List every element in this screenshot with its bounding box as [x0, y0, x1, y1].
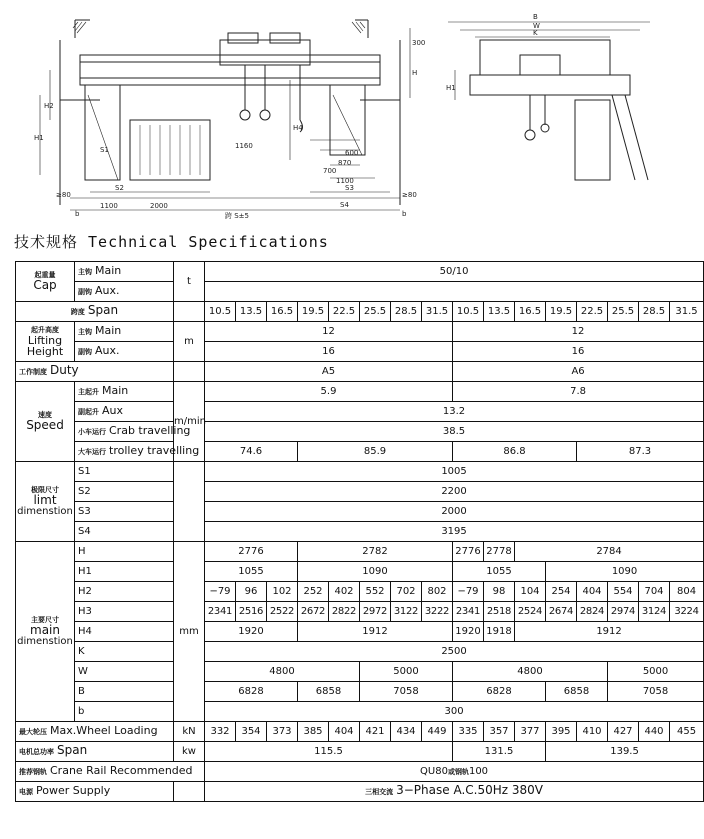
span-value: 31.5	[422, 302, 453, 322]
span-value: 22.5	[577, 302, 608, 322]
crane-drawings	[0, 0, 702, 225]
specification-table-wrap	[15, 261, 699, 802]
wheel-load-value: 385	[298, 722, 329, 742]
row-wheel: 最大轮压 Max.Wheel Loading kN 332 354 373 385 404 421 434 449 335 357 377 395 410 427 440 455	[16, 722, 704, 742]
wheel-load-value: 410	[577, 722, 608, 742]
label-300: 300	[412, 39, 426, 47]
span-value: 28.5	[391, 302, 422, 322]
label-H: H	[412, 69, 418, 77]
wheel-load-value: 332	[205, 722, 236, 742]
wheel-load-value: 395	[546, 722, 577, 742]
wheel-load-value: 404	[329, 722, 360, 742]
h2-value: 98	[484, 582, 515, 602]
h2-value: 254	[546, 582, 577, 602]
speed-label: 速度 Speed	[16, 382, 75, 462]
row-speed-crab: 小车运行 Crab travelling 38.5	[16, 422, 704, 442]
h2-value: 252	[298, 582, 329, 602]
row-B: B 6828 6858 7058 6828 6858 7058	[16, 682, 704, 702]
label-1100c: 1100	[336, 177, 354, 185]
h3-value: 2524	[515, 602, 546, 622]
h3-value: 3222	[422, 602, 453, 622]
span-value: 25.5	[360, 302, 391, 322]
label-600: 600	[345, 149, 359, 157]
h3-value: 2822	[329, 602, 360, 622]
h3-value: 2516	[236, 602, 267, 622]
h3-value: 3122	[391, 602, 422, 622]
h2-value: 702	[391, 582, 422, 602]
row-K: K 2500	[16, 642, 704, 662]
wheel-load-value: 335	[453, 722, 484, 742]
h3-value: 2672	[298, 602, 329, 622]
main-dim-label: 主要尺寸 main dimenstion	[16, 542, 75, 722]
wheel-load-value: 455	[670, 722, 704, 742]
label-W: W	[533, 22, 540, 30]
row-cap-main: 起重量 Cap 主钩 Main t 50/10	[16, 262, 704, 282]
span-value: 13.5	[236, 302, 267, 322]
span-value: 19.5	[298, 302, 329, 322]
row-rail: 推荐钢轨 Crane Rail Recommended QU80或钢轨100	[16, 762, 704, 782]
label-H1-side: H1	[446, 84, 456, 92]
h2-value: 552	[360, 582, 391, 602]
h3-value: 2674	[546, 602, 577, 622]
label-1100: 1100	[100, 202, 118, 210]
label-S1: S1	[100, 146, 109, 154]
h2-value: 102	[267, 582, 298, 602]
label-80-left: ≥80	[56, 191, 71, 199]
side-elevation-drawing	[448, 22, 650, 180]
h2-value: 402	[329, 582, 360, 602]
label-80-right: ≥80	[402, 191, 417, 199]
label-2000: 2000	[150, 202, 168, 210]
span-value: 10.5	[205, 302, 236, 322]
span-value: 25.5	[608, 302, 639, 322]
label-B: B	[533, 13, 538, 21]
limit-label: 极限尺寸 limt dimenstion	[16, 462, 75, 542]
h2-value: −79	[205, 582, 236, 602]
label-1160: 1160	[235, 142, 253, 150]
front-elevation-drawing	[40, 20, 410, 210]
h3-value: 2974	[608, 602, 639, 622]
row-S2: S2 2200	[16, 482, 704, 502]
row-S1: 极限尺寸 limt dimenstion S1 1005	[16, 462, 704, 482]
label-b-right: b	[402, 210, 407, 218]
row-motor: 电机总功率 Span kw 115.5 131.5 139.5	[16, 742, 704, 762]
row-cap-aux: 副钩 Aux.	[16, 282, 704, 302]
h3-value: 2341	[453, 602, 484, 622]
label-S3: S3	[345, 184, 354, 192]
h2-value: 704	[639, 582, 670, 602]
h3-value: 2824	[577, 602, 608, 622]
span-value: 16.5	[515, 302, 546, 322]
h3-value: 2518	[484, 602, 515, 622]
span-value: 28.5	[639, 302, 670, 322]
wheel-load-value: 377	[515, 722, 546, 742]
h3-value: 3124	[639, 602, 670, 622]
span-value: 10.5	[453, 302, 484, 322]
span-value: 22.5	[329, 302, 360, 322]
row-H4: H4 1920 1912 1920 1918 1912	[16, 622, 704, 642]
lift-label: 起升高度 Lifting Height	[16, 322, 75, 362]
unit-t: t	[174, 262, 205, 302]
h2-value: 104	[515, 582, 546, 602]
cap-value: 50/10	[205, 262, 704, 282]
row-speed-aux: 副起升 Aux 13.2	[16, 402, 704, 422]
h2-value: 554	[608, 582, 639, 602]
label-700: 700	[323, 167, 337, 175]
label-K: K	[533, 29, 538, 37]
wheel-load-value: 354	[236, 722, 267, 742]
row-span	[16, 302, 704, 322]
wheel-load-value: 357	[484, 722, 515, 742]
span-value: 16.5	[267, 302, 298, 322]
label-S4: S4	[340, 201, 349, 209]
label-870: 870	[338, 159, 352, 167]
h3-value: 2972	[360, 602, 391, 622]
row-S3: S3 2000	[16, 502, 704, 522]
row-W: W 4800 5000 4800 5000	[16, 662, 704, 682]
wheel-load-value: 373	[267, 722, 298, 742]
h3-value: 2341	[205, 602, 236, 622]
wheel-load-value: 427	[608, 722, 639, 742]
row-b: b 300	[16, 702, 704, 722]
wheel-load-value: 449	[422, 722, 453, 742]
row-power: 电源 Power Supply 三相交流 3−Phase A.C.50Hz 380V	[16, 782, 704, 802]
row-H1: H1 1055 1090 1055 1090	[16, 562, 704, 582]
label-span: 跨 S±5	[225, 212, 249, 220]
span-value: 31.5	[670, 302, 704, 322]
row-speed-main: 速度 Speed 主起升 Main m/min 5.9 7.8	[16, 382, 704, 402]
h2-value: −79	[453, 582, 484, 602]
specification-table	[15, 261, 704, 802]
h3-value: 2522	[267, 602, 298, 622]
row-speed-trolley: 大车运行 trolley travelling 74.6 85.9 86.8 87.3	[16, 442, 704, 462]
wheel-load-value: 421	[360, 722, 391, 742]
label-b-left: b	[75, 210, 80, 218]
cap-label: 起重量 Cap	[16, 262, 75, 302]
row-S4: S4 3195	[16, 522, 704, 542]
wheel-load-value: 440	[639, 722, 670, 742]
wheel-load-value: 434	[391, 722, 422, 742]
label-H1: H1	[34, 134, 44, 142]
page-heading: 技术规格 Technical Specifications	[14, 233, 329, 251]
row-lift-main: 起升高度 Lifting Height 主钩 Main m 12 12	[16, 322, 704, 342]
front-drawing-labels	[34, 39, 425, 220]
h3-value: 3224	[670, 602, 704, 622]
h2-value: 404	[577, 582, 608, 602]
span-label: 跨度 Span	[16, 302, 174, 322]
h2-value: 804	[670, 582, 704, 602]
h2-value: 802	[422, 582, 453, 602]
row-H3: H3 2341 2516 2522 2672 2822 2972 3122 3222 2341 2518 2524 2674 2824 2974 3124 3224	[16, 602, 704, 622]
side-drawing-labels	[446, 13, 540, 92]
label-H2: H2	[44, 102, 54, 110]
row-lift-aux: 副钩 Aux. 16 16	[16, 342, 704, 362]
label-H4: H4	[293, 124, 303, 132]
h2-value: 96	[236, 582, 267, 602]
row-H: 主要尺寸 main dimenstion H mm 2776 2782 2776 2778 2784	[16, 542, 704, 562]
row-duty: 工作制度 Duty A5 A6	[16, 362, 704, 382]
span-value: 13.5	[484, 302, 515, 322]
row-H2: H2 −79 96 102 252 402 552 702 802 −79 98 104 254 404 554 704 804	[16, 582, 704, 602]
label-S2: S2	[115, 184, 124, 192]
span-value: 19.5	[546, 302, 577, 322]
